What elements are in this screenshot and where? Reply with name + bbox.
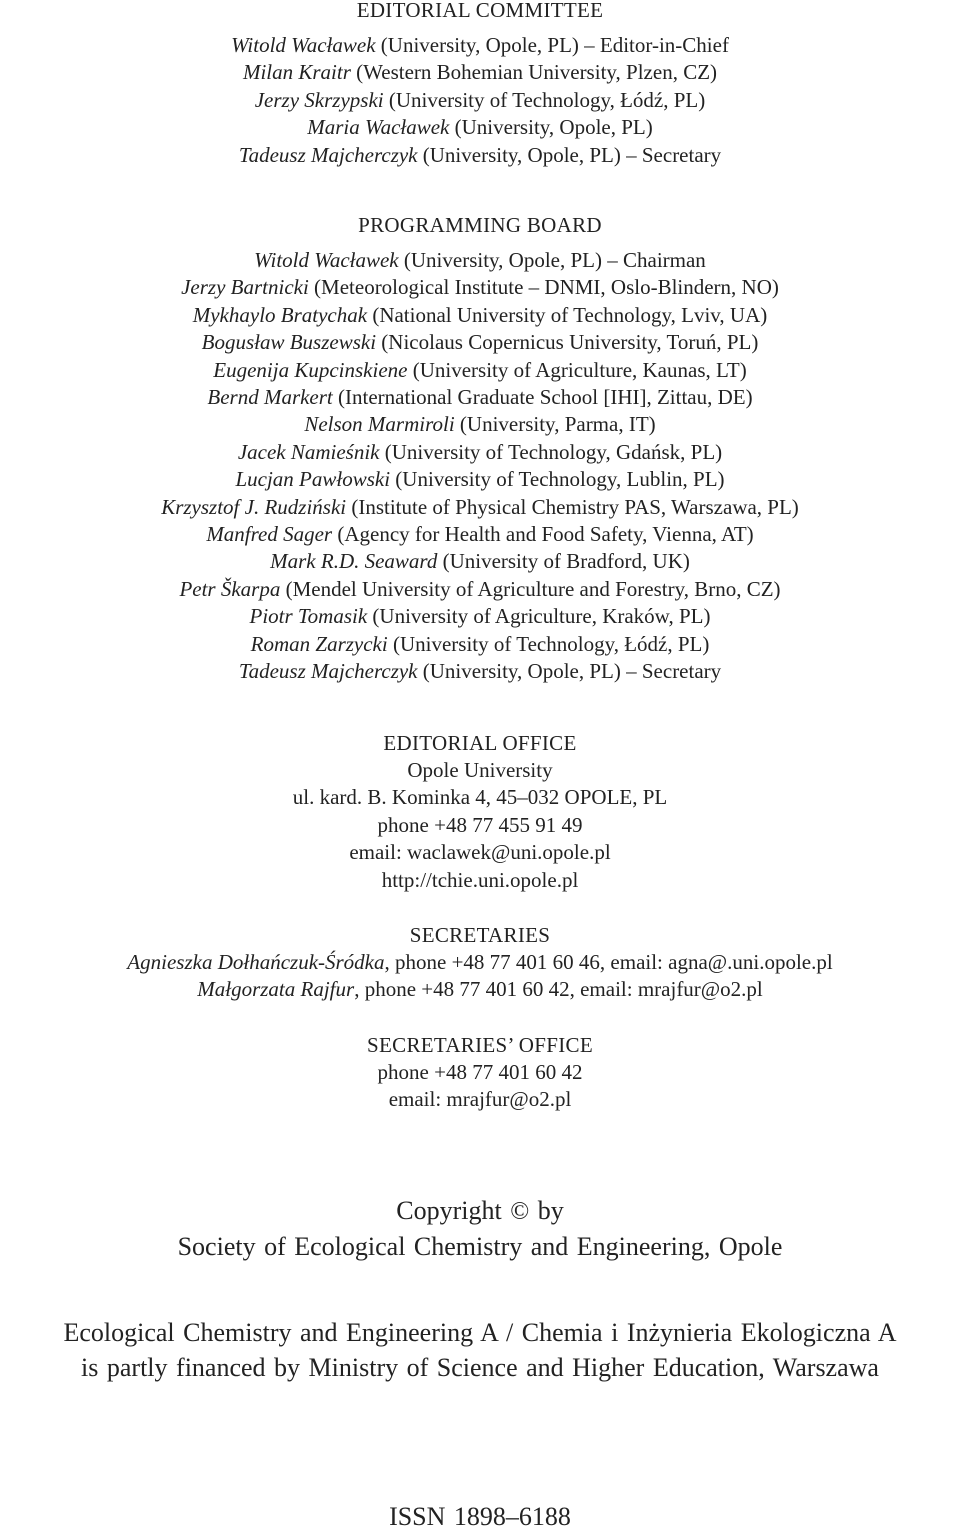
copyright-owner: Society of Ecological Chemistry and Engineering, Opole: [177, 1231, 783, 1261]
member-affiliation: (Mendel University of Agriculture and Forestry, Brno, CZ): [280, 576, 781, 601]
financing-section: [0, 1316, 960, 1385]
board-member: [0, 302, 960, 329]
secretaries-office-heading: SECRETARIES’ OFFICE: [367, 1033, 593, 1057]
member-name: Bernd Markert: [207, 385, 333, 410]
committee-member: [0, 87, 960, 114]
committee-member: [0, 114, 960, 141]
board-member: [0, 384, 960, 411]
member-name: Bogusław Buszewski: [201, 330, 377, 355]
member-name: Tadeusz Majcherczyk: [238, 659, 418, 684]
secretaries-heading: SECRETARIES: [409, 923, 551, 947]
member-affiliation: (National University of Technology, Lviv, UA): [367, 302, 768, 327]
member-affiliation: (University, Opole, PL) – Editor-in-Chief: [375, 33, 729, 57]
secretary-contact: , phone +48 77 401 60 46, email: agna@.uni.opole.pl: [384, 950, 833, 974]
member-name: Maria Wacławek: [307, 115, 450, 140]
member-name: Manfred Sager: [206, 522, 333, 547]
secretaries-office-phone: phone +48 77 401 60 42: [377, 1060, 583, 1084]
board-member: [0, 439, 960, 466]
secretary-entry: [0, 976, 960, 1003]
office-email: email: waclawek@uni.opole.pl: [349, 840, 611, 865]
journal-title-line: Ecological Chemistry and Engineering A / Chemia i Inżynieria Ekologiczna A: [63, 1318, 897, 1347]
member-affiliation: (University of Bradford, UK): [437, 549, 690, 574]
editorial-committee-heading: EDITORIAL COMMITTEE: [356, 0, 604, 22]
board-member: [0, 357, 960, 384]
member-affiliation: (University, Parma, IT): [454, 412, 656, 437]
member-name: Jacek Namieśnik: [237, 439, 380, 464]
member-affiliation: (Agency for Health and Food Safety, Vienna, AT): [332, 522, 754, 547]
member-name: Mykhaylo Bratychak: [192, 302, 368, 327]
copyright-line: [0, 1194, 960, 1230]
board-member: [0, 603, 960, 630]
member-affiliation: (University of Technology, Łódź, PL): [383, 87, 706, 112]
office-address-line: ul. kard. B. Kominka 4, 45–032 OPOLE, PL: [292, 785, 668, 810]
member-affiliation: (University of Technology, Lublin, PL): [390, 467, 725, 492]
copyright-suffix: by: [529, 1196, 564, 1225]
member-name: Mark R.D. Seaward: [270, 549, 438, 574]
member-affiliation: (International Graduate School [IHI], Zittau, DE): [332, 385, 753, 410]
committee-member: [0, 32, 960, 59]
member-name: Krzysztof J. Rudziński: [161, 494, 347, 519]
secretary-name: Małgorzata Rajfur: [197, 977, 355, 1002]
secretaries-section: [0, 922, 960, 1004]
board-member: [0, 494, 960, 521]
member-affiliation: (Western Bohemian University, Plzen, CZ): [350, 60, 718, 85]
financing-statement: is partly financed by Ministry of Science and Higher Education, Warszawa: [81, 1352, 879, 1382]
member-affiliation: (University, Opole, PL) – Secretary: [417, 659, 722, 684]
secretaries-office-email: email: mrajfur@o2.pl: [388, 1087, 572, 1112]
member-name: Jerzy Bartnicki: [181, 275, 309, 300]
member-affiliation: (University, Opole, PL) – Secretary: [417, 142, 722, 167]
secretary-name: Agnieszka Dołhańczuk-Śródka: [127, 950, 385, 974]
issn-number: ISSN 1898–6188: [389, 1502, 571, 1531]
editorial-committee-section: [0, 0, 960, 169]
committee-member: [0, 142, 960, 169]
copyright-icon: ©: [510, 1198, 530, 1225]
member-name: Nelson Marmiroli: [304, 412, 455, 437]
member-name: Petr Škarpa: [179, 576, 281, 601]
member-affiliation: (University of Technology, Gdańsk, PL): [379, 439, 723, 464]
member-name: Piotr Tomasik: [249, 604, 368, 629]
member-name: Tadeusz Majcherczyk: [238, 142, 418, 167]
member-affiliation: (University of Technology, Łódź, PL): [387, 631, 710, 656]
editorial-office-section: [0, 730, 960, 894]
board-member: [0, 247, 960, 274]
member-affiliation: (Institute of Physical Chemistry PAS, Warszawa, PL): [346, 494, 799, 519]
office-phone: phone +48 77 455 91 49: [377, 812, 583, 837]
board-member: [0, 329, 960, 356]
member-name: Roman Zarzycki: [250, 631, 388, 656]
board-member: [0, 631, 960, 658]
board-member: [0, 411, 960, 438]
secretaries-office-section: [0, 1032, 960, 1114]
board-member: [0, 576, 960, 603]
office-website: http://tchie.uni.opole.pl: [381, 867, 579, 892]
member-name: Witold Wacławek: [231, 33, 376, 57]
member-name: Witold Wacławek: [254, 248, 399, 272]
programming-board-heading: PROGRAMMING BOARD: [358, 213, 602, 237]
member-name: Eugenija Kupcinskiene: [213, 357, 408, 382]
member-affiliation: (University of Agriculture, Kraków, PL): [367, 604, 711, 629]
copyright-section: [0, 1194, 960, 1264]
secretary-entry: [0, 949, 960, 976]
member-affiliation: (Meteorological Institute – DNMI, Oslo-Blindern, NO): [308, 275, 779, 300]
issn-section: [0, 1500, 960, 1535]
copyright-prefix: Copyright: [396, 1196, 511, 1225]
board-member: [0, 466, 960, 493]
member-name: Milan Kraitr: [242, 60, 351, 85]
member-affiliation: (Nicolaus Copernicus University, Toruń, PL): [376, 330, 759, 355]
member-name: Jerzy Skrzypski: [254, 87, 384, 112]
editorial-office-heading: EDITORIAL OFFICE: [383, 731, 577, 755]
secretary-contact: , phone +48 77 401 60 42, email: mrajfur@o2.pl: [354, 977, 763, 1002]
committee-member: [0, 59, 960, 86]
member-affiliation: (University, Opole, PL): [449, 115, 653, 140]
board-member: [0, 274, 960, 301]
member-affiliation: (University of Agriculture, Kaunas, LT): [407, 357, 747, 382]
member-affiliation: (University, Opole, PL) – Chairman: [398, 248, 706, 272]
board-member: [0, 658, 960, 685]
office-address-line: Opole University: [407, 758, 553, 782]
board-member: [0, 521, 960, 548]
board-member: [0, 548, 960, 575]
member-name: Lucjan Pawłowski: [235, 467, 391, 492]
programming-board-section: [0, 212, 960, 686]
